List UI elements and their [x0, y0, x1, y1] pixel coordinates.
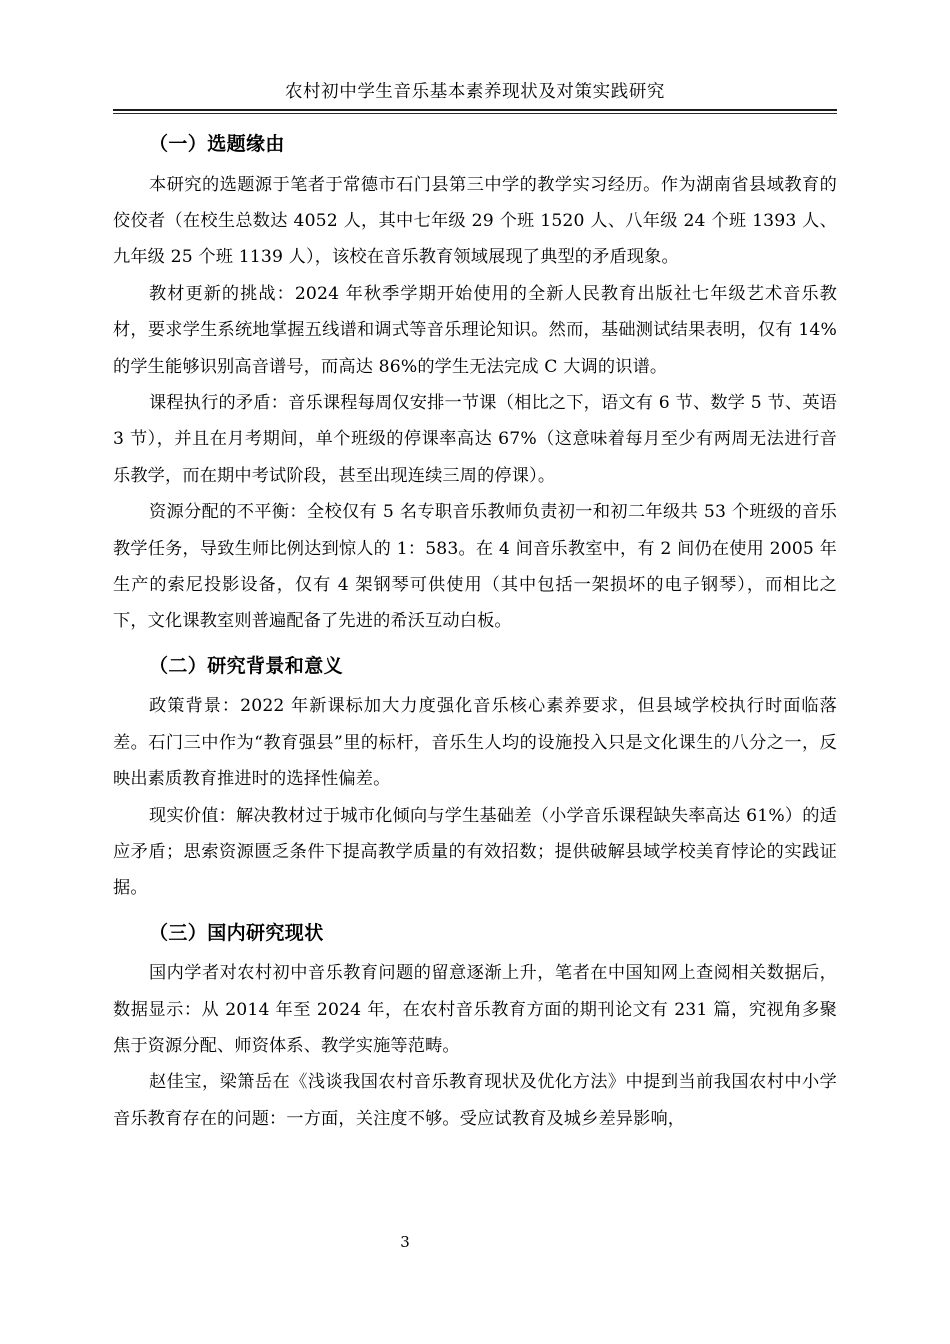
spacer	[113, 680, 837, 688]
paragraph: 政策背景：2022 年新课标加大力度强化音乐核心素养要求，但县域学校执行时面临落差。石门三中作为“教育强县”里的标杆，音乐生人均的设施投入只是文化课生的八分之一，反映出素质教育推进时的选择性偏差。	[113, 696, 837, 790]
section-heading-2: （二）研究背景和意义	[149, 654, 344, 677]
header-rule-thin	[113, 113, 837, 114]
paragraph: 本研究的选题源于笔者于常德市石门县第三中学的教学实习经历。作为湖南省县域教育的佼佼者（在校生总数达 4052 人，其中七年级 29 个班 1520 人、八年级 24 个班 1393 人、九年级 25 个班 1139 人），该校在音乐教育领域展现了典型的矛盾现象。	[113, 174, 837, 268]
document-body	[113, 130, 837, 1137]
spacer	[113, 159, 837, 167]
section-heading-1: （一）选题缘由	[149, 133, 285, 155]
spacer	[113, 907, 837, 919]
paragraph: 现实价值：解决教材过于城市化倾向与学生基础差（小学音乐课程缺失率高达 61%）的适应矛盾；思索资源匮乏条件下提高教学质量的有效招数；提供破解县域学校美育悖论的实践证据。	[113, 805, 837, 899]
page-number: 3	[400, 1233, 410, 1251]
page-footer	[0, 1232, 950, 1251]
spacer	[113, 947, 837, 955]
paragraph: 资源分配的不平衡：全校仅有 5 名专职音乐教师负责初一和初二年级共 53 个班级的音乐教学任务，导致生师比例达到惊人的 1：583。在 4 间音乐教室中，有 2 间仍在使用 2005 年生产的索尼投影设备，仅有 4 架钢琴可供使用（其中包括一架损坏的电子钢琴），而相比之下，文化课教室则普遍配备了先进的希沃互动白板。	[113, 502, 837, 632]
paragraph: 国内学者对农村初中音乐教育问题的留意逐渐上升，笔者在中国知网上查阅相关数据后，数据显示：从 2014 年至 2024 年，在农村音乐教育方面的期刊论文有 231 篇，究视角多聚焦于资源分配、师资体系、教学实施等范畴。	[113, 963, 837, 1057]
header-rule-thick	[113, 109, 837, 114]
spacer	[113, 640, 837, 652]
paragraph: 教材更新的挑战：2024 年秋季学期开始使用的全新人民教育出版社七年级艺术音乐教材，要求学生系统地掌握五线谱和调式等音乐理论知识。然而，基础测试结果表明，仅有 14%的学生能够识别高音谱号，而高达 86%的学生无法完成 C 大调的识谱。	[113, 283, 837, 377]
header-title: 农村初中学生音乐基本素养现状及对策实践研究	[284, 82, 666, 102]
paragraph: 赵佳宝，梁箫岳在《浅谈我国农村音乐教育现状及优化方法》中提到当前我国农村中小学音乐教育存在的问题：一方面，关注度不够。受应试教育及城乡差异影响，	[113, 1072, 837, 1129]
paragraph: 课程执行的矛盾：音乐课程每周仅安排一节课（相比之下，语文有 6 节、数学 5 节、英语 3 节），并且在月考期间，单个班级的停课率高达 67%（这意味着每月至少有两周无法进行音乐教学，而在期中考试阶段，甚至出现连续三周的停课）。	[113, 392, 837, 486]
section-heading-3: （三）国内研究现状	[149, 921, 324, 944]
running-header	[113, 82, 837, 114]
